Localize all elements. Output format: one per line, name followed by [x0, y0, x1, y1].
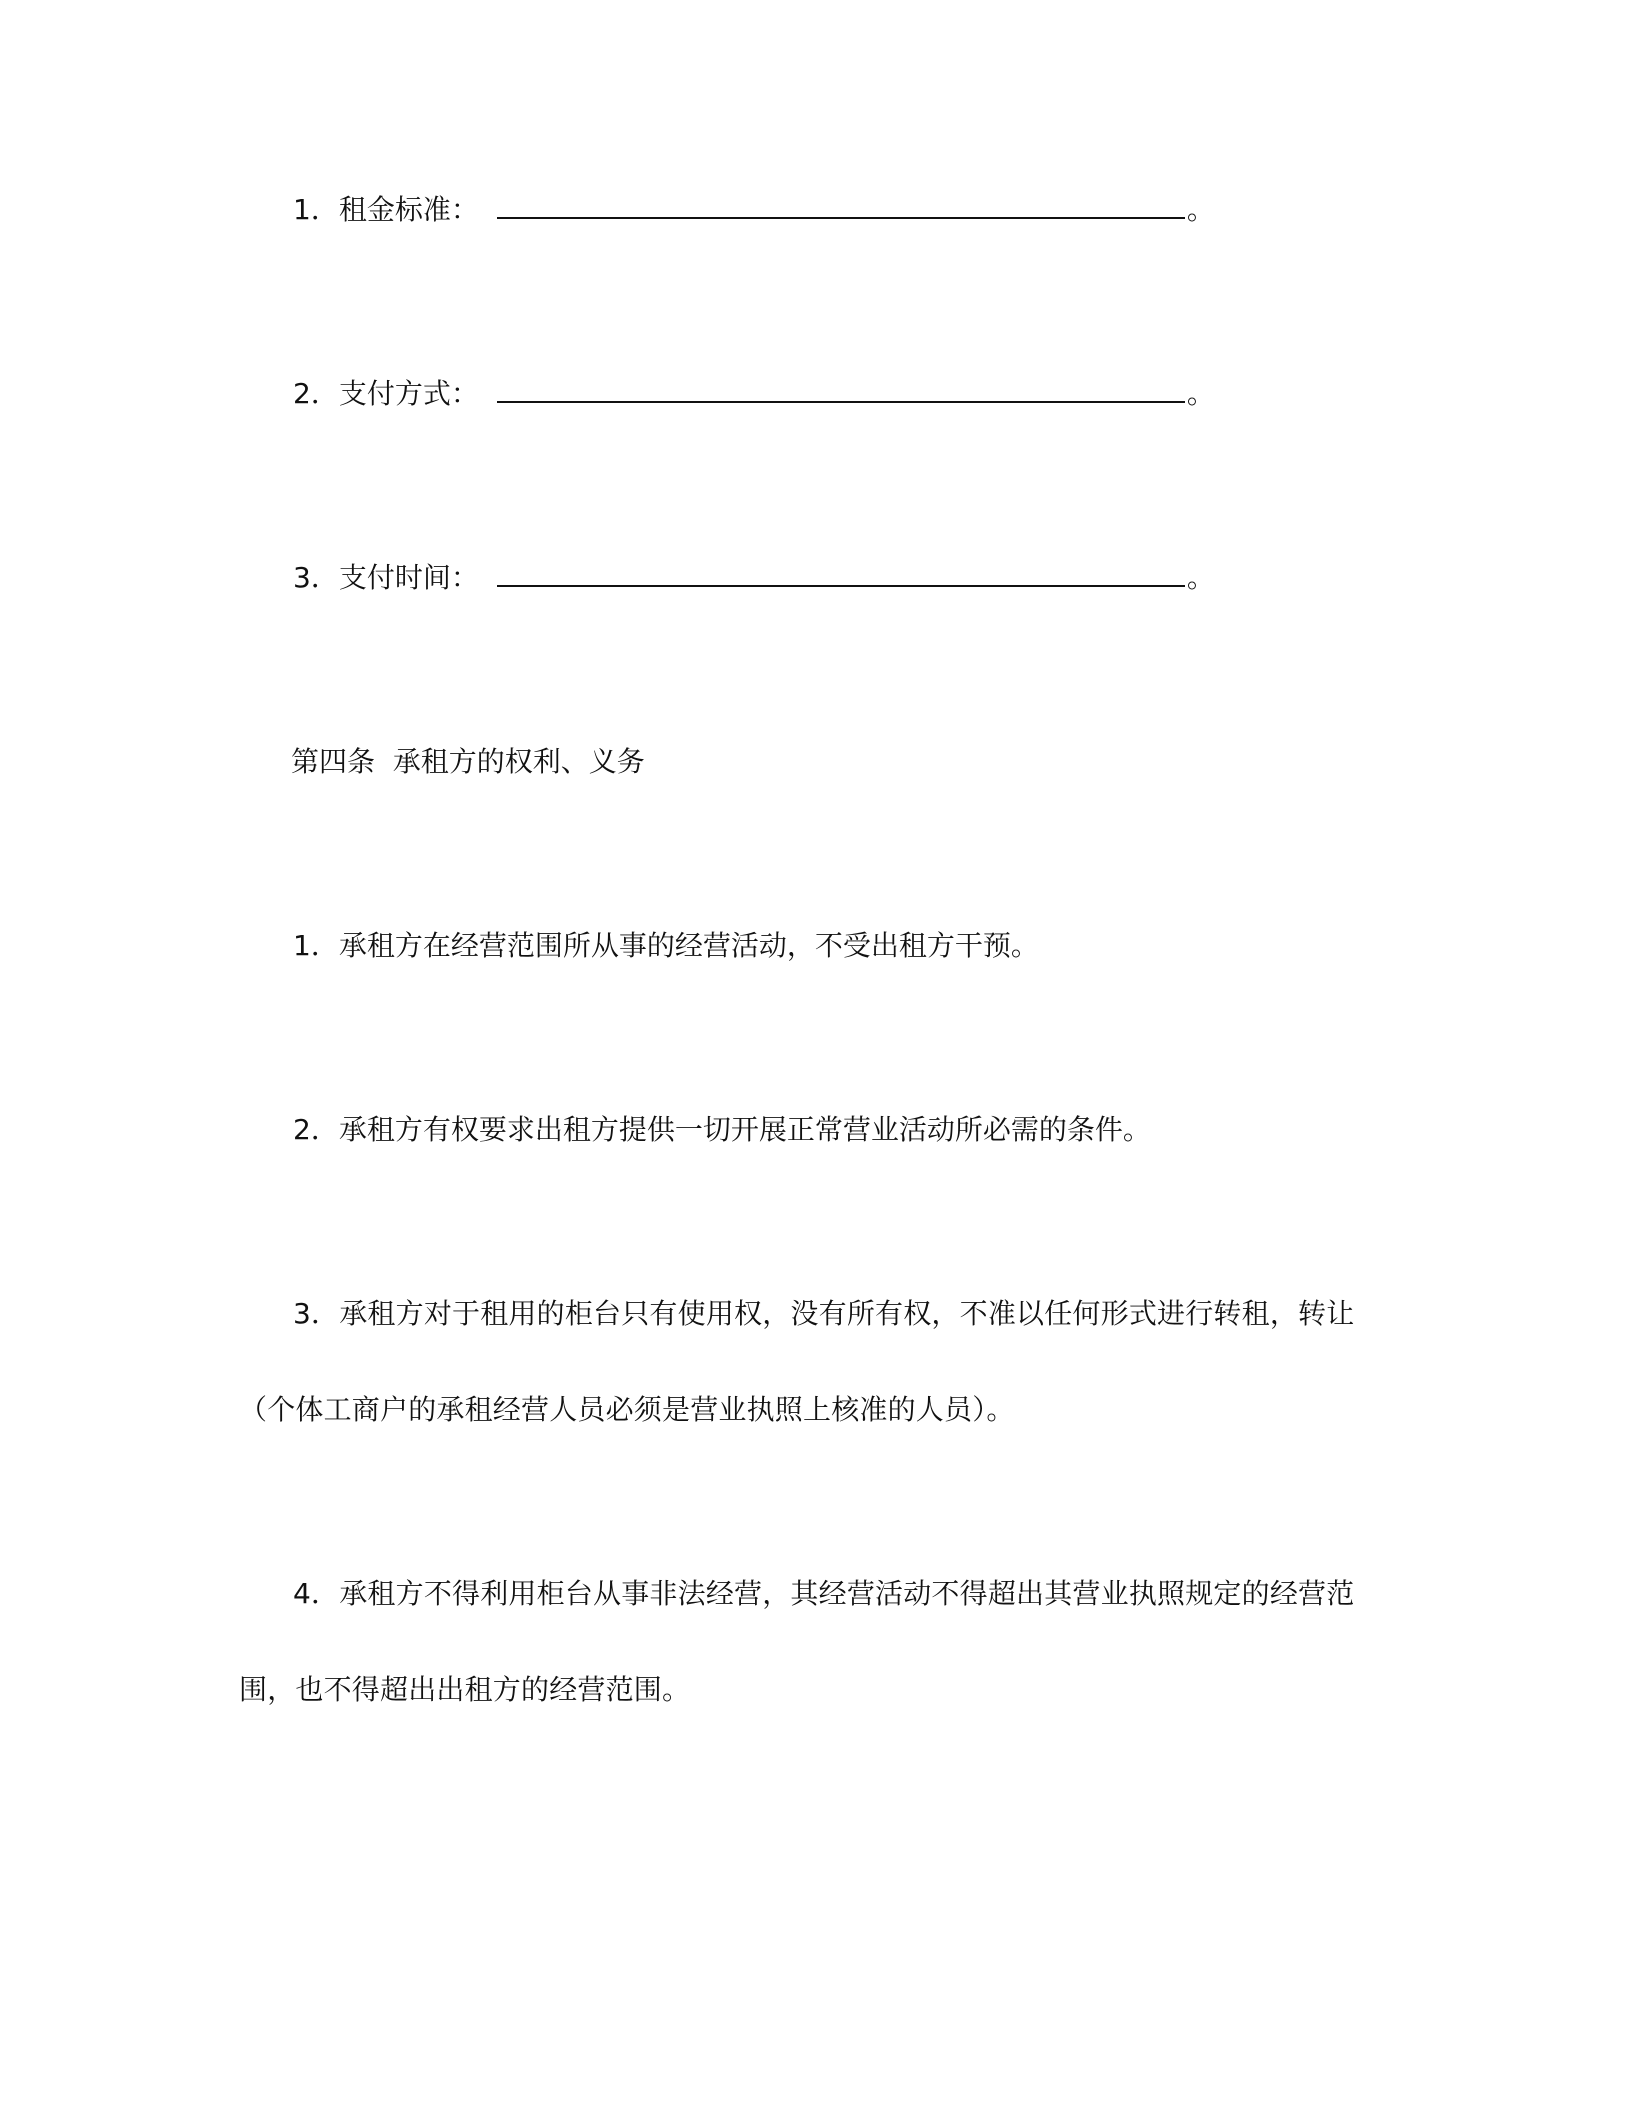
rent-standard-blank[interactable] — [497, 195, 1185, 219]
field-end: 。 — [1186, 561, 1215, 594]
field-rent-standard — [293, 190, 1215, 230]
article-heading: 第四条 承租方的权利、义务 — [291, 745, 645, 778]
clause-1 — [293, 926, 1039, 966]
field-end: 。 — [1186, 377, 1215, 410]
field-label: 租金标准： — [338, 193, 479, 226]
field-payment-time — [293, 558, 1215, 598]
clause-number: 4． — [293, 1577, 340, 1610]
clause-text: 承租方有权要求出租方提供一切开展正常营业活动所必需的条件。 — [338, 1113, 1151, 1146]
payment-time-blank[interactable] — [497, 563, 1185, 587]
field-payment-method — [293, 374, 1215, 414]
payment-method-blank[interactable] — [497, 379, 1185, 403]
field-number: 2． — [293, 377, 339, 410]
clause-number: 3． — [293, 1297, 340, 1330]
clause-text: 承租方不得利用柜台从事非法经营，其经营活动不得超出其营业执照规定的经营范围，也不得超出出租方的经营范围。 — [239, 1577, 1355, 1706]
clause-3 — [239, 1266, 1381, 1458]
clause-number: 2． — [293, 1113, 339, 1146]
clause-text: 承租方对于租用的柜台只有使用权，没有所有权，不准以任何形式进行转租，转让（个体工商户的承租经营人员必须是营业执照上核准的人员）。 — [239, 1297, 1355, 1426]
clause-4 — [239, 1546, 1381, 1738]
field-number: 1． — [293, 193, 339, 226]
field-label: 支付方式： — [338, 377, 479, 410]
field-label: 支付时间： — [338, 561, 479, 594]
field-end: 。 — [1186, 193, 1215, 226]
clause-text: 承租方在经营范围所从事的经营活动，不受出租方干预。 — [338, 929, 1039, 962]
field-number: 3． — [293, 561, 339, 594]
clause-number: 1． — [293, 929, 339, 962]
clause-2 — [293, 1110, 1151, 1150]
